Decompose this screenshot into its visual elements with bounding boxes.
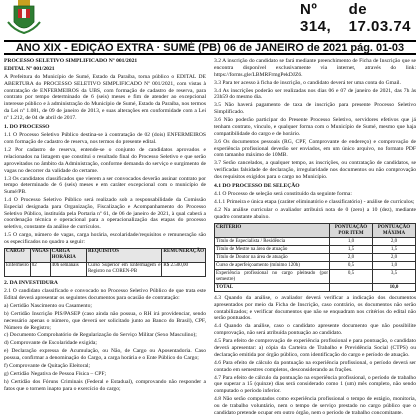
paragraph-3-5: 3.5 Não haverá pagamento de taxa de inscrição para presente Processo Seletivo Simplificado. xyxy=(214,102,416,116)
paragraph-1-2: 1.2 Por cadastro de reserva, entende-se o conjunto de candidatos aprovados e relacionados na listagem que constitui o resultado final do Processo Seletivo e que serão aproveitados no âmbito da Administração, conforme demanda do serviço e surgimento de vagas no decorrer da validade do certame. xyxy=(4,147,206,174)
table-header-cell: CARGO xyxy=(5,248,31,262)
list-item: h) Certidão dos Fóruns Criminais (Federal e Estadual), comprovando não responder a fatos que o tornem inapto para o exercício do cargo; xyxy=(4,379,206,392)
right-column xyxy=(214,58,416,418)
table-cell: 1,0 xyxy=(373,262,416,270)
vagas-table xyxy=(4,248,206,277)
table-header-row xyxy=(215,224,416,238)
table-row xyxy=(215,270,416,284)
table-cell: Curso Superior em Enfermagem e Registro no COREN-PB xyxy=(87,263,161,275)
paragraph-1-4: 1.4 O Processo Seletivo Público será realizado sob a responsabilidade da Comissão Especial designada para Organização, Fiscalização e Acompanhamento do Processo Seletivo Público, instituída pela Portaria nº 61, de 06 de janeiro de 2021, à qual caberá a coordenação técnica e operacional para a operacionalização das etapas do processo seletivo, constante da análise de currículos. xyxy=(4,197,206,231)
section-title-selecao: 4.1 DO PROCESSO DE SELEÇÃO xyxy=(214,183,300,190)
table-cell: Enfermeiro xyxy=(5,262,31,276)
table-header-cell: CARGA HORÁRIA xyxy=(50,248,86,262)
table-row xyxy=(215,238,416,246)
masthead xyxy=(0,0,420,40)
paragraph-1-1: 1.1 O Processo Seletivo Público destina-se à contratação de 02 (dois) ENFERMEIROS com formação de cadastro de reserva, nos termos do presente edital. xyxy=(4,132,206,146)
table-cell: 0,5 xyxy=(330,270,373,284)
table-header-cell: PONTUAÇÃO POR ITEM xyxy=(330,224,373,238)
table-cell: 2,0 xyxy=(373,254,416,262)
table-cell xyxy=(330,284,373,292)
table-header-row xyxy=(5,248,206,262)
table-header-cell: REMUNERAÇÃO xyxy=(162,248,206,262)
table-row xyxy=(215,262,416,270)
table-total-value: 10,0 xyxy=(373,284,416,292)
table-cell: 1,5 xyxy=(330,246,373,254)
paragraph-4-8: 4.8 Não serão computados como experiência profissional o tempo de estágio, monitoria, ou de trabalho voluntário, nem o tempo de serviço prestado no cargo público que o candidato pretende ocupar em outro órgão, nem o período de trabalho concomitante. xyxy=(214,396,416,416)
paragraph-1-3: 1.3 Os candidatos classificados que vierem a ser convocados deverão assinar contrato por tempo determinado de 6 (seis) meses e em caráter excepcional com o município de Sumé/PB. xyxy=(4,175,206,196)
score-table xyxy=(214,223,416,292)
section-title-investidura: 2. DA INVESTIDURA xyxy=(4,279,58,286)
paragraph-3-6: 3.6 Não poderão participar do Presente Processo Seletivo, servidores efetivos que já tenham contrato, vínculo, e qualquer forma com o Município de Sumé, mesmo que haja compatibilidade do cargo e de horário. xyxy=(214,117,416,137)
paragraph-3-3: 3.3 Para ter acesso à ficha de inscrição, o candidato deverá ter uma conta do Gmail. xyxy=(214,79,402,86)
paragraph-1-5: 1.5 O cargo, número de vagas, carga horária, escolaridade/requisitos e remuneração são os especificados no quadro a seguir: xyxy=(4,232,206,246)
edition-line: ANO XIX - EDIÇÃO EXTRA · SUMÉ (PB) 06 de JANEIRO de 2021 pág. 01-03 xyxy=(15,41,405,54)
table-cell: Experiência profissional no cargo pleiteado (por semestre) xyxy=(216,270,328,282)
table-total-row xyxy=(215,284,416,292)
table-header-cell: CRITÉRIO xyxy=(215,224,330,238)
paragraph-2-1: 2.1 O candidato classificado e convocado no Processo Seletivo Público de que trata este Edital deverá apresentar os seguintes documentos para ocasião de contratação: xyxy=(4,288,206,301)
section-title-processo: 1. DO PROCESSO xyxy=(4,124,50,131)
doc-heading-edital: EDITAL Nº 001/2021 xyxy=(4,65,55,72)
paragraph-4-2: 4.2 Na análise curricular o avaliador atribuirá nota de 0 (zero) a 10 (dez), mediante quadro constante abaixo. xyxy=(214,207,416,221)
paragraph-4-3: 4.3 Quando da análise, o avaliador deverá verificar a indicação dos documentos apresentados por meio da Ficha de Inscrição, caso contrário, os documentos não serão contabilizados; e verificar documentos que não se enquadram nos critérios do edital não serão pontuados. xyxy=(214,295,416,322)
table-header-cell: REQUISITOS xyxy=(86,248,161,262)
list-item: f) Comprovante de Quitação Eleitoral; xyxy=(4,363,91,370)
table-cell: 2,0 xyxy=(373,238,416,246)
paragraph-4-6: 4.6 Para efeito de cálculo da pontuação na experiência profissional, o período deverá ser contado em semestres completos, desconsiderando as frações. xyxy=(214,359,416,373)
doc-heading-process: PROCESSO SELETIVO SIMPLIFICADO Nº 001/2021 xyxy=(4,58,138,64)
paragraph-3-2: 3.2 A inscrição do candidato se fará mediante preenchimento de Ficha de Inscrição que se encontra disponível exclusivamente via internet, através do link: https://forms.gle/LBMRFrmgPekDJZ6. xyxy=(214,58,416,78)
paragraph-3-7: 3.7 Serão cancelados, a qualquer tempo, as inscrições, ou contratação de candidatos, se verificadas falsidade de declaração, irregularidade nos documentos ou não comprovação dos requisitos exigidos para o cargo no Município. xyxy=(214,160,416,180)
table-row xyxy=(215,246,416,254)
table-row xyxy=(215,254,416,262)
paragraph-3-4: 3.4 As inscrições poderão ser realizadas nos dias 06 e 07 de janeiro de 2021, das 7h às 23h59 do mesmo dia. xyxy=(214,87,416,101)
intro-paragraph: A Prefeitura do Município de Sumé, Estado da Paraíba, torna público o EDITAL DE ABERTURA do PROCESSO SELETIVO SIMPLIFICADO Nº 001/2021, com vistas à contratação de ENFERMEIROS da UBS, com formação de cadastro de reserva, para contrato por tempo determinado de 6 (seis) meses e fim de atender ao excepcional interesse público e à administração do Município de Sumé, Estado da Paraíba, nos termos da Lei nº 1.081, de 09 de janeiro de 2013, e suas alterações em conformidade com a Lei nº 1.212, de 04 de abril de 2017. xyxy=(4,73,206,121)
edition-banner xyxy=(4,40,416,55)
issue-number: Nº 314, xyxy=(300,1,332,35)
list-item: b) Certidão Inscrição PIS/PASEP (caso ainda não possua, o RH irá providenciar, sendo necessário apenas o número, que deverá ser solicitado junto ao Banco do Brasil), CPF, Número de Registro; xyxy=(4,310,206,331)
list-item: g) Certidão Negativa de Pessoa Física – CPF; xyxy=(4,371,107,378)
paragraph-4-7: 4.7 Para efeito de cálculo da pontuação na experiência profissional, o período de trabalho que superar a 15 (quinze) dias será considerado como 1 (um) mês completo, não sendo computado o período inferior. xyxy=(214,374,416,395)
table-cell: 3,5 xyxy=(373,270,416,284)
table-cell: R$ 2.500,00 xyxy=(162,262,206,276)
table-header-cell: PONTUAÇÃO MÁXIMA xyxy=(373,224,416,238)
table-total-label: TOTAL xyxy=(215,284,330,292)
paragraph-3-6b: 3.6 Os documentos pessoais (RG, CPF, Comprovante de endereço) e comprovação de experiência profissional deverão ser enviados, em um único arquivo, no formato PDF com tamanho máximo de 10MB. xyxy=(214,138,416,159)
table-cell: Título de Mestre na área de atuação xyxy=(215,246,330,254)
municipal-crest-icon xyxy=(6,0,42,36)
paragraph-4-5: 4.5 Para efeito de comprovação de experiência profissional e para pontuação, o candidato deverá apresentar: a) cópia da Carteira de Trabalho e Previdência Social (CTPS) ou declaração emitida por órgão público, com identificação do cargo e período de atuação. xyxy=(214,338,416,358)
issue-date: de 17.03.74 xyxy=(348,1,412,35)
table-cell: Título de Doutor na área de atuação xyxy=(215,254,330,262)
table-cell: 2,0 xyxy=(330,254,373,262)
table-cell: 02 xyxy=(30,262,50,276)
table-cell: 0,5 xyxy=(330,262,373,270)
table-cell: 1,0 xyxy=(330,238,373,246)
table-row xyxy=(5,262,206,276)
table-cell: Título de Especialista / Residência xyxy=(215,238,330,246)
paragraph-4-1: 4.1 O Processo de seleção será constituído da seguinte forma: xyxy=(214,191,352,198)
left-column xyxy=(4,58,206,394)
issue-info xyxy=(300,1,414,35)
list-item: d) Comprovante de Escolaridade exigida; xyxy=(4,340,97,347)
list-item: a) Certidão Nascimento ou Casamento; xyxy=(4,302,92,309)
list-item: e) Declaração expressa de Acumulação, ou Não, de Cargo ou Aposentadoria. Caso possua, confirmar a denominação do Cargo, a carga horária e o Ente Público do Cargo; xyxy=(4,348,206,362)
paragraph-4-4: 4.4 Quando da análise, caso o candidato apresente documento que não possibilite comprovação, não será atribuída pontuação ao candidato. xyxy=(214,323,416,337)
table-cell: 40h semanais xyxy=(50,262,86,276)
paragraph-4-1-1: 4.1.1 Primeira e única etapa (caráter eliminatório e classificatório) - análise de currículos; xyxy=(214,199,415,206)
table-cell: 1,5 xyxy=(373,246,416,254)
table-header-cell: VAGAS xyxy=(30,248,50,262)
table-cell: Curso de aperfeiçoamento (mínimo 120h) xyxy=(215,262,330,270)
list-item: c) Documento Comprobatório de Regularização do Serviço Militar (Sexo Masculino); xyxy=(4,332,197,339)
